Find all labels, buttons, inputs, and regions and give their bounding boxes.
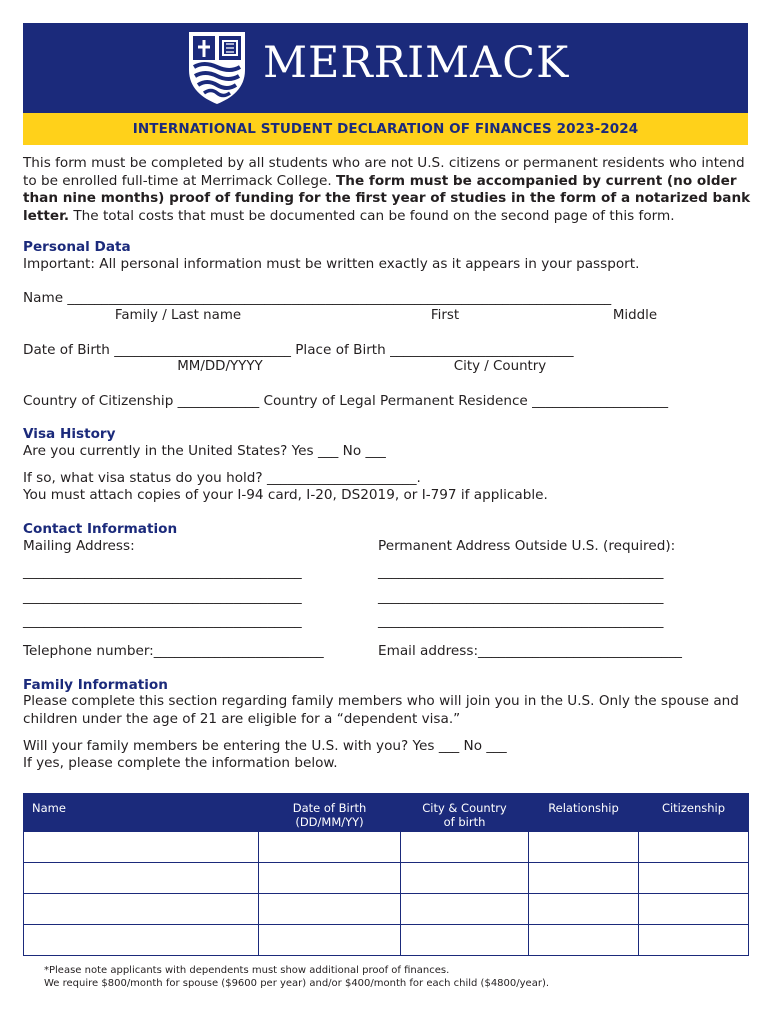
cell-citizenship[interactable]: [639, 925, 749, 956]
cell-birthplace[interactable]: [401, 863, 529, 894]
table-row: [24, 925, 749, 956]
permanent-address-line[interactable]: __________________________________________: [378, 613, 664, 629]
cell-citizenship[interactable]: [639, 832, 749, 863]
cell-dob[interactable]: [259, 894, 401, 925]
permanent-address-line[interactable]: __________________________________________: [378, 589, 664, 605]
cell-relationship[interactable]: [529, 832, 639, 863]
place-format-label: City / Country: [453, 359, 547, 374]
birth-fields[interactable]: Date of Birth __________________________ Place of Birth ___________________________: [23, 342, 574, 358]
cell-name[interactable]: [24, 832, 259, 863]
cell-dob[interactable]: [259, 832, 401, 863]
cell-name[interactable]: [24, 894, 259, 925]
dob-format-label: MM/DD/YYYY: [177, 359, 263, 374]
visa-history-heading: Visa History: [23, 426, 116, 442]
family-instruction: If yes, please complete the information below.: [23, 755, 338, 771]
mailing-address-line[interactable]: _________________________________________: [23, 589, 302, 605]
mailing-address-label: Mailing Address:: [23, 538, 135, 554]
col-header-citizenship: Citizenship: [639, 794, 749, 832]
name-first-label: First: [430, 308, 460, 323]
family-members-table: [23, 793, 749, 956]
intro-bold-text: The form must be accompanied by current (no older than nine months) proof of funding for the first year of studies in the form of a notarized bank letter.: [23, 172, 751, 224]
family-intro: Please complete this section regarding family members who will join you in the U.S. Only the spouse and children under the age of 21 are eligible for a “dependent visa.”: [23, 693, 739, 727]
college-wordmark: MERRIMACK: [263, 38, 570, 88]
family-entering-question[interactable]: Will your family members be entering the U.S. with you? Yes ___ No ___: [23, 738, 507, 754]
mailing-address-line[interactable]: _________________________________________: [23, 613, 302, 629]
permanent-address-label: Permanent Address Outside U.S. (required):: [378, 538, 676, 554]
family-info-heading: Family Information: [23, 677, 168, 693]
intro-text-1: This form must be completed by all students who are not U.S. citizens or permanent residents who intend to be enrolled full-time at Merrimack College.: [23, 155, 745, 189]
passport-note: Important: All personal information must be written exactly as it appears in your passport.: [23, 256, 640, 272]
cell-citizenship[interactable]: [639, 863, 749, 894]
personal-data-heading: Personal Data: [23, 239, 131, 255]
visa-status-field[interactable]: If so, what visa status do you hold? ______________________.: [23, 470, 421, 486]
contact-info-heading: Contact Information: [23, 521, 178, 537]
intro-paragraph: [23, 155, 751, 225]
col-header-relationship: Relationship: [529, 794, 639, 832]
cell-birthplace[interactable]: [401, 925, 529, 956]
email-field[interactable]: Email address:______________________________: [378, 643, 682, 659]
cell-birthplace[interactable]: [401, 894, 529, 925]
dependents-note: *Please note applicants with dependents must show additional proof of finances.: [44, 965, 450, 976]
cell-name[interactable]: [24, 925, 259, 956]
cell-dob[interactable]: [259, 925, 401, 956]
name-field[interactable]: Name ________________________________________________________________________________: [23, 290, 612, 306]
cell-birthplace[interactable]: [401, 832, 529, 863]
name-middle-label: Middle: [612, 308, 658, 323]
table-header-row: [24, 794, 749, 832]
intro-text-2: The total costs that must be documented can be found on the second page of this form.: [69, 207, 675, 224]
col-header-dob: Date of Birth (DD/MM/YY): [259, 794, 401, 832]
cell-relationship[interactable]: [529, 925, 639, 956]
form-title: INTERNATIONAL STUDENT DECLARATION OF FINANCES 2023-2024: [132, 121, 639, 137]
us-presence-question[interactable]: Are you currently in the United States? Yes ___ No ___: [23, 443, 386, 459]
telephone-field[interactable]: Telephone number:_________________________: [23, 643, 324, 659]
merrimack-shield-logo: [186, 30, 248, 106]
name-family-label: Family / Last name: [114, 308, 242, 323]
table-row: [24, 894, 749, 925]
title-band: [23, 113, 748, 145]
citizenship-fields[interactable]: Country of Citizenship ____________ Country of Legal Permanent Residence ____________________: [23, 393, 669, 409]
mailing-address-line[interactable]: _________________________________________: [23, 564, 302, 580]
table-row: [24, 863, 749, 894]
cell-dob[interactable]: [259, 863, 401, 894]
permanent-address-line[interactable]: __________________________________________: [378, 564, 664, 580]
col-header-name: Name: [24, 794, 259, 832]
cell-citizenship[interactable]: [639, 894, 749, 925]
cell-name[interactable]: [24, 863, 259, 894]
dependents-cost-note: We require $800/month for spouse ($9600 per year) and/or $400/month for each child ($4800/year).: [44, 978, 550, 989]
table-row: [24, 832, 749, 863]
cell-relationship[interactable]: [529, 863, 639, 894]
attach-documents-note: You must attach copies of your I-94 card, I-20, DS2019, or I-797 if applicable.: [23, 487, 548, 503]
cell-relationship[interactable]: [529, 894, 639, 925]
col-header-birthplace: City & Country of birth: [401, 794, 529, 832]
